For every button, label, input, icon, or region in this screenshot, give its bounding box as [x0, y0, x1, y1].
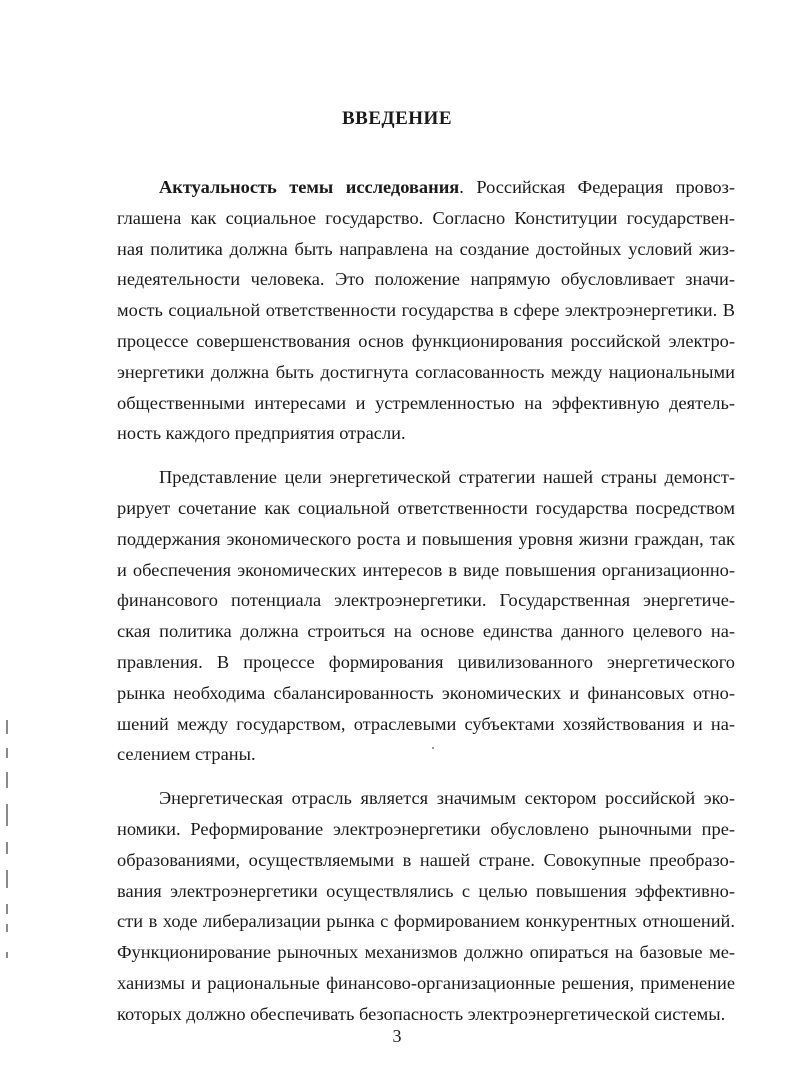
text-line: и обеспечения экономических интересов в виде повышения организационно- [117, 559, 735, 580]
text-line: ханизмы и рациональные финансово-организационные решения, применение [117, 972, 735, 993]
body-text [117, 172, 735, 1030]
text-line: процессе совершенствования основ функционирования российской электро- [117, 330, 735, 351]
text-line: энергетики должна быть достигнута согласованность между национальными [117, 361, 735, 382]
text-line: недеятельности человека. Это положение напрямую обусловливает значи- [117, 269, 735, 290]
text-line: вания электроэнергетики осуществлялись с целью повышения эффективно- [117, 880, 735, 901]
text-line: финансового потенциала электроэнергетики. Государственная энергетиче- [117, 590, 735, 611]
text-line: сти в ходе либерализации рынка с формированием конкурентных отношений. [117, 911, 735, 932]
scan-speck [432, 747, 434, 749]
page-number: 3 [392, 1026, 402, 1046]
text-line: Представление цели энергетической стратегии нашей страны демонст- [159, 467, 735, 488]
paragraph-energy-strategy [117, 462, 735, 770]
text-line: мость социальной ответственности государства в сфере электроэнергетики. В [117, 300, 735, 321]
text-line: которых должно обеспечивать безопасность электроэнергетической системы. [117, 1003, 726, 1024]
text-line: ская политика должна строиться на основе единства данного целевого на- [117, 621, 735, 642]
text-line: ная политика должна быть направлена на создание достойных условий жиз- [117, 238, 735, 259]
text-line: Актуальность темы исследования. Российская Федерация провоз- [159, 177, 735, 197]
text-line: общественными интересами и устремленностью на эффективную деятель- [117, 392, 735, 413]
page-title: ВВЕДЕНИЕ [342, 108, 452, 129]
text-line: номики. Реформирование электроэнергетики обусловлено рыночными пре- [117, 818, 735, 839]
text-line: правления. В процессе формирования цивилизованного энергетического [117, 651, 735, 672]
text-line: селением страны. [117, 744, 256, 765]
text-line: ность каждого предприятия отрасли. [117, 423, 406, 444]
text-line: глашена как социальное государство. Согласно Конституции государствен- [117, 207, 735, 228]
text-line: рирует сочетание как социальной ответственности государства посредством [117, 497, 735, 518]
paragraph-lead: Актуальность темы исследования [159, 177, 460, 197]
text-line: шений между государством, отраслевыми субъектами хозяйствования и на- [117, 713, 735, 734]
text-line: поддержания экономического роста и повышения уровня жизни граждан, так [117, 528, 735, 549]
text-line: образованиями, осуществляемыми в нашей стране. Совокупные преобразо- [117, 849, 735, 870]
text-line: Энергетическая отрасль является значимым сектором российской эко- [159, 788, 735, 809]
paragraph-relevance [117, 172, 735, 449]
text-line: Функционирование рыночных механизмов должно опираться на базовые ме- [117, 942, 735, 963]
paragraph-energy-sector [117, 783, 735, 1029]
text-line: рынка необходима сбалансированность экономических и финансовых отно- [117, 682, 735, 703]
scan-artifact-marks [3, 720, 13, 970]
